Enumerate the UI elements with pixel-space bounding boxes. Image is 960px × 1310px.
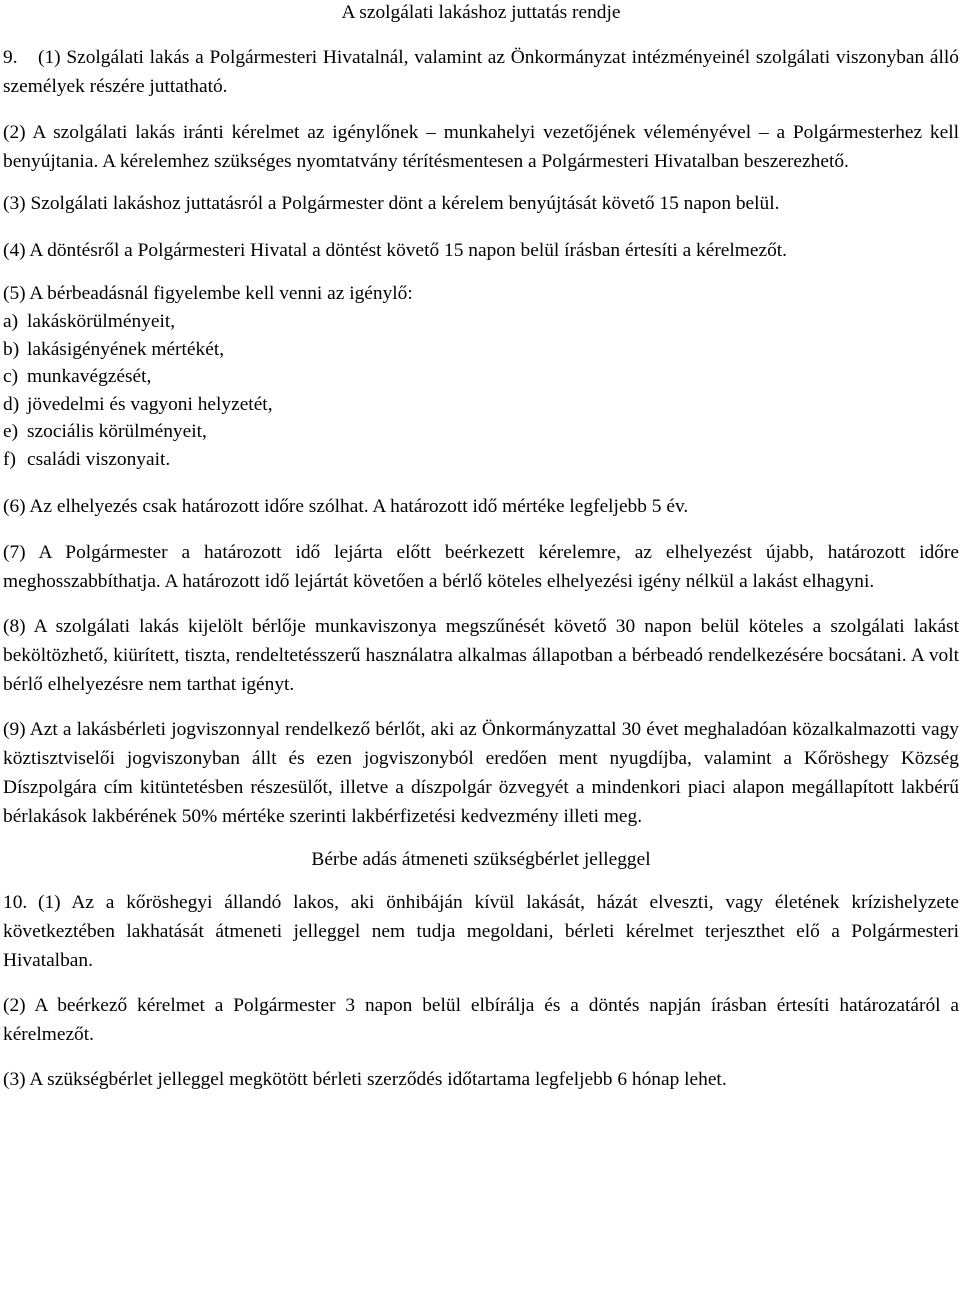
list-item: a) lakáskörülményeit, [3,311,176,332]
section-9-paragraph-6: (6) Az elhelyezés csak határozott időre szólhat. A határozott idő mértéke legfeljebb 5 év. [3,496,689,517]
section-9-paragraph-3: (3) Szolgálati lakáshoz juttatásról a Polgármester dönt a kérelem benyújtását követő 15 napon belül. [3,193,780,214]
list-item: e) szociális körülményeit, [3,421,207,442]
section-9-paragraph-4: (4) A döntésről a Polgármesteri Hivatal a döntést követő 15 napon belül írásban értesíti a kérelmezőt. [3,240,788,261]
list-item: f) családi viszonyait. [3,448,171,470]
section-9-number: 9. [3,47,18,68]
section-9-paragraph-1 [3,43,959,101]
section-9-paragraph-5-intro: (5) A bérbeadásnál figyelembe kell venni az igénylő: [3,283,413,304]
list-item: c) munkavégzését, [3,366,152,387]
section-10-number: 10. [3,892,28,913]
section-9-paragraph-2: (2) A szolgálati lakás iránti kérelmet az igénylőnek – munkahelyi vezetőjének véleményével – a Polgármesterhez kell benyújtania. A kérelemhez szükséges nyomtatvány térítésmentesen a Polgármesteri Hivatalban beszerezhető. [3,122,959,172]
list-item: d) jövedelmi és vagyoni helyzetét, [3,393,273,415]
section-10-paragraph-1-text: (1) Az a kőröshegyi állandó lakos, aki önhibáján kívül lakását, házát elveszti, vagy életének krízishelyzete következtében lakhatását átmeneti jelleggel nem tudja megoldani, bérleti kérelmet terjeszthet elő a Polgármesteri Hivatalban. [3,892,959,971]
section-9-paragraph-9: (9) Azt a lakásbérleti jogviszonnyal rendelkező bérlőt, aki az Önkormányzattal 30 évet meghaladóan közalkalmazotti vagy köztisztviselői jogviszonyban állt és ezen jogviszonyból eredően ment nyugdíjba, valamint a Kőröshegy Község Díszpolgára cím kitüntetésben részesülőt, illetve a díszpolgár özvegyét a mindenkori piaci alapon megállapított lakbérű bérlakások lakbérének 50% mértéke szerinti lakbérfizetési kedvezmény illeti meg. [3,719,959,827]
section-9-paragraph-8: (8) A szolgálati lakás kijelölt bérlője munkaviszonya megszűnését követő 30 napon belül köteles a szolgálati lakást beköltözhető, kiürített, tiszta, rendeltetésszerű használatra alkalmas állapotban a bérbeadó rendelkezésére bocsátani. A volt bérlő elhelyezésre nem tarthat igényt. [3,616,959,695]
section-title: Bérbe adás átmeneti szükségbérlet jelleggel [311,849,651,870]
section-10-paragraph-2: (2) A beérkező kérelmet a Polgármester 3 napon belül elbírálja és a döntés napján írásban értesíti határozatáról a kérelmezőt. [3,995,959,1045]
section-9-criteria-list [3,308,959,473]
section-10-paragraph-1 [3,888,959,975]
section-9-paragraph-1-text: (1) Szolgálati lakás a Polgármesteri Hivatalnál, valamint az Önkormányzat intézményeinél szolgálati viszonyban álló személyek részére juttatható. [3,47,959,97]
section-10-paragraph-3: (3) A szükségbérlet jelleggel megkötött bérleti szerződés időtartama legfeljebb 6 hónap lehet. [3,1069,727,1090]
section-9-paragraph-7: (7) A Polgármester a határozott idő lejárta előtt beérkezett kérelemre, az elhelyezést újabb, határozott időre meghosszabbíthatja. A határozott idő lejártát követően a bérlő köteles elhelyezési igény nélkül a lakást elhagyni. [3,542,959,592]
list-item: b) lakásigényének mértékét, [3,338,225,360]
document-page [3,0,959,1094]
document-title: A szolgálati lakáshoz juttatás rendje [341,2,621,23]
